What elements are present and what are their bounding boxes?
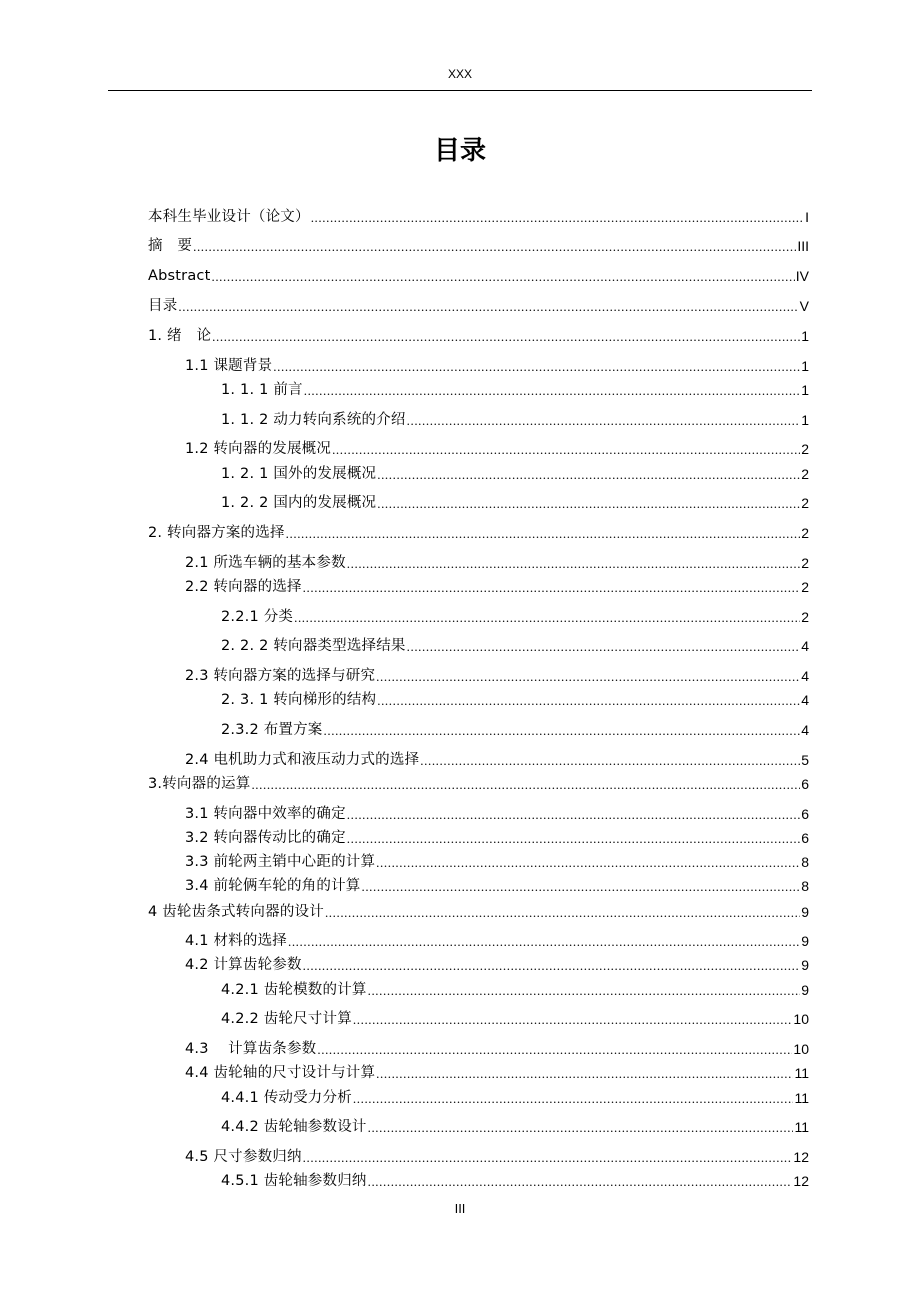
toc-entry[interactable] (185, 662, 809, 686)
toc-entry-page-number: 12 (793, 1149, 809, 1165)
toc-entry[interactable] (221, 716, 809, 740)
toc-entry-label: 摘 要 (148, 238, 193, 254)
toc-dot-leader (377, 466, 800, 484)
toc-entry-label: 4.5.1 齿轮轴参数归纳 (221, 1173, 367, 1189)
toc-entry[interactable] (185, 1143, 809, 1167)
toc-entry-page-number: 6 (801, 830, 809, 846)
toc-entry[interactable] (148, 519, 809, 543)
toc-dot-leader (377, 692, 800, 710)
toc-entry[interactable] (185, 927, 809, 951)
toc-entry[interactable] (185, 573, 809, 597)
toc-entry-label: 1.2 转向器的发展概况 (185, 441, 332, 457)
toc-entry-page-number: 6 (801, 776, 809, 792)
toc-dot-leader (368, 1173, 793, 1191)
toc-entry[interactable] (185, 872, 809, 896)
toc-dot-leader (286, 525, 801, 543)
toc-entry-label: 2.1 所选车辆的基本参数 (185, 555, 346, 571)
toc-dot-leader (361, 878, 800, 896)
toc-dot-leader (193, 238, 796, 256)
toc-entry-label: 2.4 电机助力式和液压动力式的选择 (185, 752, 420, 768)
toc-dot-leader (347, 806, 800, 824)
toc-entry-label: 3.3 前轮两主销中心距的计算 (185, 854, 376, 870)
toc-entry-page-number: 2 (801, 466, 809, 482)
toc-entry-label: 2.3.2 布置方案 (221, 722, 323, 738)
toc-dot-leader (211, 268, 794, 286)
toc-entry[interactable] (185, 951, 809, 975)
toc-entry[interactable] (221, 406, 809, 430)
toc-entry-label: 4.1 材料的选择 (185, 933, 287, 949)
toc-dot-leader (294, 609, 800, 627)
toc-dot-leader (311, 209, 804, 227)
toc-entry[interactable] (148, 262, 809, 286)
toc-entry-label: 3.2 转向器传动比的确定 (185, 830, 346, 846)
toc-dot-leader (353, 1090, 794, 1108)
toc-entry-page-number: III (797, 238, 809, 254)
toc-dot-leader (178, 298, 798, 316)
toc-entry-page-number: 9 (801, 933, 809, 949)
toc-dot-leader (347, 830, 800, 848)
toc-entry-page-number: 8 (801, 854, 809, 870)
page-header: XXX (447, 67, 472, 81)
toc-dot-leader (304, 382, 800, 400)
toc-dot-leader (420, 752, 800, 770)
toc-entry-page-number: 12 (793, 1173, 809, 1189)
toc-entry[interactable] (185, 848, 809, 872)
toc-dot-leader (288, 933, 800, 951)
toc-entry-label: 4.4.2 齿轮轴参数设计 (221, 1119, 367, 1135)
toc-entry-page-number: 2 (801, 555, 809, 571)
toc-entry-label: 4 齿轮齿条式转向器的设计 (148, 904, 324, 920)
toc-entry[interactable] (221, 376, 809, 400)
toc-entry[interactable] (185, 435, 809, 459)
toc-entry-page-number: 4 (801, 722, 809, 738)
toc-entry-label: 4.5 尺寸参数归纳 (185, 1149, 302, 1165)
toc-entry[interactable] (185, 746, 809, 770)
toc-entry-label: 4.2 计算齿轮参数 (185, 957, 302, 973)
toc-dot-leader (303, 579, 801, 597)
toc-entry[interactable] (185, 1059, 809, 1083)
toc-entry[interactable] (221, 489, 809, 513)
toc-entry-label: Abstract (148, 268, 211, 284)
toc-entry-page-number: 2 (801, 609, 809, 625)
toc-entry[interactable] (185, 352, 809, 376)
toc-entry[interactable] (221, 976, 809, 1000)
toc-entry[interactable] (148, 203, 809, 227)
toc-entry-page-number: I (805, 209, 809, 225)
toc-dot-leader (273, 358, 800, 376)
toc-entry-page-number: IV (795, 268, 809, 284)
toc-dot-leader (317, 1041, 792, 1059)
toc-entry[interactable] (221, 1084, 809, 1108)
toc-entry-page-number: 2 (801, 441, 809, 457)
toc-dot-leader (347, 555, 800, 573)
toc-entry-label: 2. 2. 2 转向器类型选择结果 (221, 638, 406, 654)
toc-entry-label: 本科生毕业设计（论文） (148, 209, 310, 225)
toc-entry-page-number: 11 (794, 1119, 809, 1135)
toc-dot-leader (368, 982, 801, 1000)
toc-dot-leader (377, 495, 800, 513)
toc-entry-page-number: 1 (801, 358, 809, 374)
toc-entry[interactable] (221, 686, 809, 710)
toc-entry[interactable] (148, 292, 809, 316)
toc-entry[interactable] (221, 1005, 809, 1029)
toc-dot-leader (407, 638, 801, 656)
toc-entry-page-number: V (799, 298, 809, 314)
toc-entry-page-number: 1 (801, 412, 809, 428)
toc-entry-label: 目录 (148, 298, 178, 314)
toc-entry-label: 4.4 齿轮轴的尺寸设计与计算 (185, 1065, 376, 1081)
toc-entry[interactable] (185, 1035, 809, 1059)
toc-entry-page-number: 2 (801, 495, 809, 511)
toc-dot-leader (251, 776, 800, 794)
toc-entry-page-number: 1 (801, 328, 809, 344)
toc-entry-page-number: 8 (801, 878, 809, 894)
toc-entry-label: 2. 转向器方案的选择 (148, 525, 285, 541)
toc-entry-page-number: 4 (801, 692, 809, 708)
toc-dot-leader (376, 1065, 793, 1083)
toc-entry-label: 2. 3. 1 转向梯形的结构 (221, 692, 377, 708)
toc-dot-leader (353, 1011, 793, 1029)
toc-entry[interactable] (148, 770, 809, 794)
toc-dot-leader (212, 328, 800, 346)
page-footer-number: III (454, 1201, 466, 1216)
toc-entry-label: 1.1 课题背景 (185, 358, 273, 374)
toc-entry-label: 3.转向器的运算 (148, 776, 251, 792)
toc-entry-label: 4.2.2 齿轮尺寸计算 (221, 1011, 352, 1027)
toc-entry-page-number: 6 (801, 806, 809, 822)
toc-entry-page-number: 11 (794, 1065, 809, 1081)
toc-entry-page-number: 9 (801, 982, 809, 998)
toc-dot-leader (325, 904, 800, 922)
toc-entry[interactable] (148, 322, 809, 346)
toc-entry[interactable] (185, 800, 809, 824)
toc-entry-page-number: 10 (793, 1041, 809, 1057)
toc-entry-label: 1. 绪 论 (148, 328, 212, 344)
toc-entry-page-number: 4 (801, 668, 809, 684)
toc-entry[interactable] (148, 232, 809, 256)
toc-entry-page-number: 5 (801, 752, 809, 768)
toc-dot-leader (376, 854, 800, 872)
toc-entry[interactable] (148, 898, 809, 922)
toc-entry-label: 2.3 转向器方案的选择与研究 (185, 668, 376, 684)
toc-entry-label: 1. 2. 1 国外的发展概况 (221, 466, 377, 482)
toc-entry-label: 1. 2. 2 国内的发展概况 (221, 495, 377, 511)
toc-dot-leader (376, 668, 800, 686)
toc-entry-page-number: 1 (801, 382, 809, 398)
toc-entry[interactable] (185, 549, 809, 573)
toc-entry[interactable] (221, 603, 809, 627)
toc-dot-leader (407, 412, 801, 430)
toc-entry-label: 3.1 转向器中效率的确定 (185, 806, 346, 822)
toc-entry-page-number: 2 (801, 579, 809, 595)
toc-entry[interactable] (185, 824, 809, 848)
toc-entry-page-number: 9 (801, 904, 809, 920)
toc-entry-page-number: 10 (793, 1011, 809, 1027)
toc-dot-leader (368, 1119, 794, 1137)
toc-entry-page-number: 4 (801, 638, 809, 654)
toc-entry-page-number: 9 (801, 957, 809, 973)
toc-title: 目录 (433, 136, 486, 166)
toc-entry-label: 4.4.1 传动受力分析 (221, 1090, 352, 1106)
toc-dot-leader (303, 1149, 793, 1167)
toc-entry-page-number: 11 (794, 1090, 809, 1106)
toc-entry-label: 2.2 转向器的选择 (185, 579, 302, 595)
toc-dot-leader (303, 957, 801, 975)
toc-entry[interactable] (221, 632, 809, 656)
toc-dot-leader (324, 722, 801, 740)
toc-entry[interactable] (221, 1167, 809, 1191)
toc-entry-label: 1. 1. 2 动力转向系统的介绍 (221, 412, 406, 428)
toc-entry-label: 2.2.1 分类 (221, 609, 294, 625)
toc-entry-page-number: 2 (801, 525, 809, 541)
toc-entry-label: 4.3 计算齿条参数 (185, 1041, 317, 1057)
toc-entry-label: 3.4 前轮俩车轮的角的计算 (185, 878, 361, 894)
toc-entry-label: 1. 1. 1 前言 (221, 382, 303, 398)
toc-entry[interactable] (221, 460, 809, 484)
toc-dot-leader (332, 441, 800, 459)
toc-entry[interactable] (221, 1113, 809, 1137)
toc-entry-label: 4.2.1 齿轮模数的计算 (221, 982, 367, 998)
